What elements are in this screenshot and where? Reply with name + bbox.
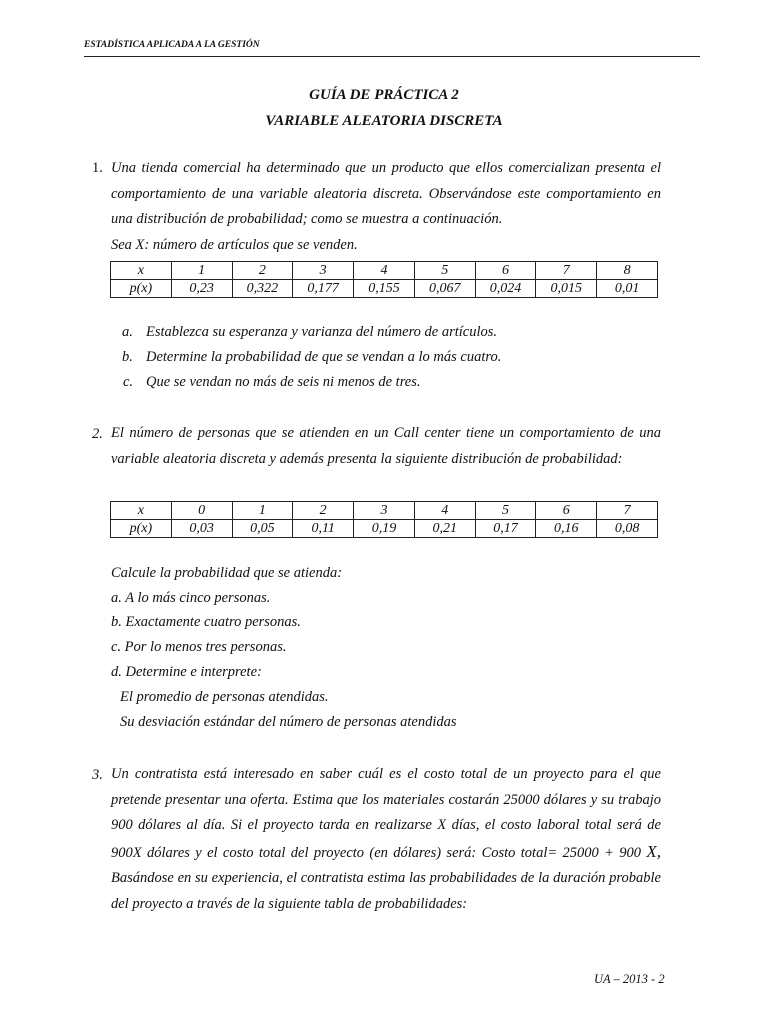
question-3-number: 3.: [92, 767, 103, 783]
question-3-text: [111, 762, 661, 917]
question-1-variable: Sea X: número de artículos que se venden.: [111, 236, 358, 253]
table-row-x: [111, 262, 658, 280]
table-cell: 7: [597, 502, 658, 520]
question-2-number: 2.: [92, 426, 103, 442]
table-cell: 4: [354, 262, 415, 280]
table-cell: 7: [536, 262, 597, 280]
table-row-p: [111, 280, 658, 298]
table-cell: 3: [293, 262, 354, 280]
question-3-text-part-2: Basándose en su experiencia, el contratista estima las probabilidades de la duración probable del proyecto a través de la siguiente tabla de probabilidades:: [111, 870, 661, 912]
table-cell: 3: [354, 502, 415, 520]
table-header-x: x: [111, 502, 172, 520]
table-cell: 0,19: [354, 520, 415, 538]
question-1-item: Establezca su esperanza y varianza del número de artículos.: [146, 324, 498, 340]
question-2-table: [110, 501, 658, 538]
table-cell: 0,322: [232, 280, 293, 298]
table-cell: 0,21: [414, 520, 475, 538]
table-row-p: [111, 520, 658, 538]
variable-x-symbol: X,: [646, 841, 662, 861]
table-cell: 0,03: [171, 520, 232, 538]
table-cell: 0,024: [475, 280, 536, 298]
question-1-table: [110, 261, 658, 298]
question-1-statement: Una tienda comercial ha determinado que un producto que ellos comercializan presenta el comportamiento de una variable aleatoria discreta. Observándose este comportamiento en una distribución de probabilidad; como se muestra a continuación.: [111, 160, 661, 227]
page-subtitle: VARIABLE ALEATORIA DISCRETA: [265, 113, 503, 129]
table-header-p: p(x): [111, 280, 172, 298]
question-2-item: c. Por lo menos tres personas.: [111, 639, 287, 655]
question-1-item-letter: a.: [122, 324, 133, 340]
table-cell: 6: [475, 262, 536, 280]
table-cell: 5: [475, 502, 536, 520]
table-cell: 2: [232, 262, 293, 280]
table-cell: 5: [414, 262, 475, 280]
table-header-p: p(x): [111, 520, 172, 538]
question-1-item: Que se vendan no más de seis ni menos de tres.: [146, 374, 421, 390]
question-2-text: El número de personas que se atienden en un Call center tiene un comportamiento de una variable aleatoria discreta y además presenta la siguiente distribución de probabilidad:: [111, 425, 661, 467]
table-cell: 0,23: [171, 280, 232, 298]
table-cell: 0,177: [293, 280, 354, 298]
table-cell: 1: [232, 502, 293, 520]
question-2-item: d. Determine e interprete:: [111, 664, 262, 680]
table-row-x: [111, 502, 658, 520]
table-cell: 0,01: [597, 280, 658, 298]
table-cell: 2: [293, 502, 354, 520]
page-title: GUÍA DE PRÁCTICA 2: [309, 87, 459, 103]
table-cell: 0,015: [536, 280, 597, 298]
question-3-text-part-1: Un contratista está interesado en saber cuál es el costo total de un proyecto para el que pretende presentar una oferta. Estima que los materiales costarán 25000 dólares y su trabajo 900 dólares al día. Si el proyecto tarda en realizarse X días, el costo laboral total será de 900X dólares y el costo total del proyecto (en dólares) será: Costo total= 25000 + 900: [111, 766, 661, 861]
table-cell: 1: [171, 262, 232, 280]
question-1-item-letter: c.: [123, 374, 134, 390]
question-1-item-letter: b.: [122, 349, 133, 365]
question-1-text: [111, 156, 661, 258]
table-cell: 0,05: [232, 520, 293, 538]
table-cell: 4: [414, 502, 475, 520]
question-1-item: Determine la probabilidad de que se vendan a lo más cuatro.: [146, 349, 502, 365]
page-header: ESTADÍSTICA APLICADA A LA GESTIÓN: [84, 40, 700, 57]
table-cell: 0,08: [597, 520, 658, 538]
question-2-intro: Calcule la probabilidad que se atienda:: [111, 565, 343, 581]
table-cell: 0,17: [475, 520, 536, 538]
question-1-number: 1.: [92, 160, 103, 176]
question-2-item: b. Exactamente cuatro personas.: [111, 614, 301, 630]
table-cell: 0,155: [354, 280, 415, 298]
question-2-subitem: El promedio de personas atendidas.: [120, 689, 329, 705]
table-header-x: x: [111, 262, 172, 280]
question-2-item: a. A lo más cinco personas.: [111, 590, 271, 606]
question-2-subitem: Su desviación estándar del número de personas atendidas: [120, 714, 457, 730]
table-cell: 0: [171, 502, 232, 520]
table-cell: 8: [597, 262, 658, 280]
page-footer: UA – 2013 - 2: [594, 972, 665, 986]
table-cell: 0,16: [536, 520, 597, 538]
table-cell: 0,11: [293, 520, 354, 538]
table-cell: 6: [536, 502, 597, 520]
table-cell: 0,067: [414, 280, 475, 298]
